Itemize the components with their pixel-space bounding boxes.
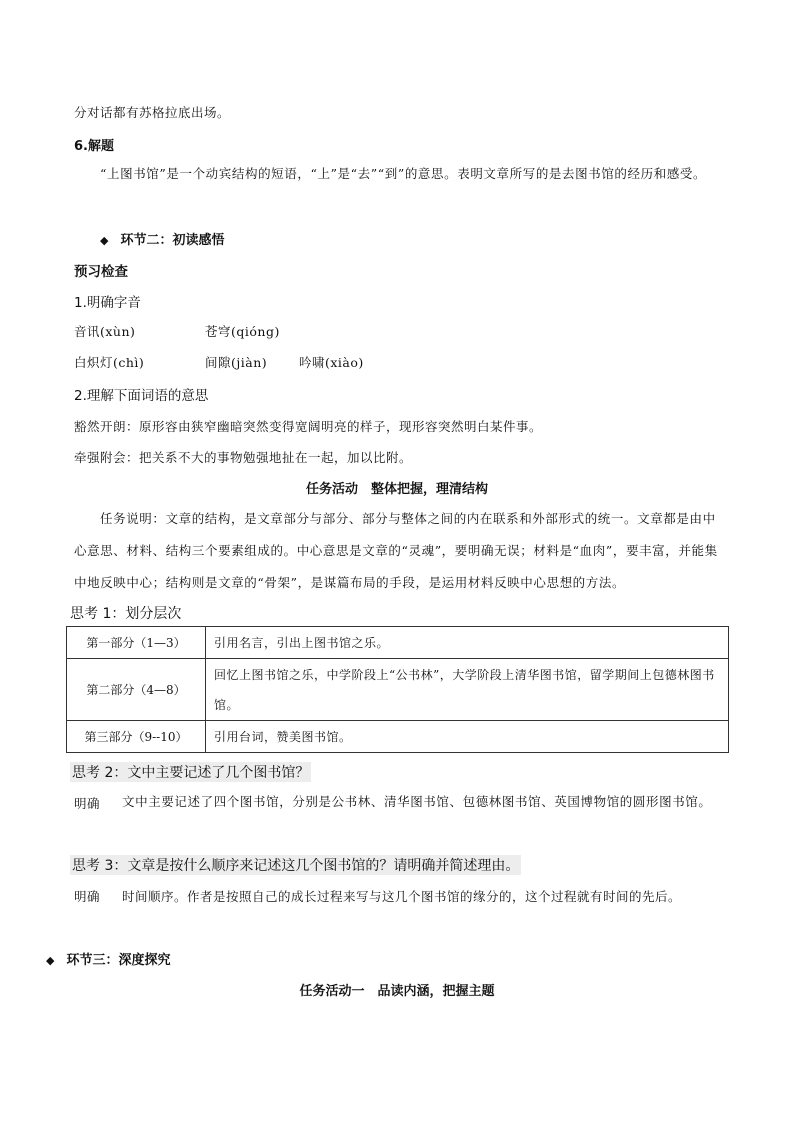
step2-heading: [100, 229, 224, 248]
pron-item: 苍穹(qióng): [205, 324, 280, 339]
task-description: 任务说明：文章的结构，是文章部分与部分、部分与整体之间的内在联系和外部形式的统一。文章都是由中心意思、材料、结构三个要素组成的。中心意思是文章的“灵魂”，要明确无误；材料是“血肉”，要丰富，并能集中地反映中心；结构则是文章的“骨架”，是谋篇布局的手段，是运用材料反映中心思想的方法。: [74, 511, 718, 590]
diamond-bullet-icon: ◆: [100, 234, 109, 247]
table-row: [67, 659, 729, 721]
think2-answer-label: 明确: [74, 796, 101, 811]
think3-answer: 时间顺序。作者是按照自己的成长过程来写与这几个图书馆的缘分的，这个过程就有时间的先后。: [122, 889, 682, 904]
step3-heading: [46, 949, 170, 968]
table-cell-content: 引用台词，赞美图书馆。: [206, 721, 729, 753]
table-row: [67, 721, 729, 753]
vocab-heading: 2.理解下面词语的意思: [74, 388, 209, 404]
task2-title: 任务活动一 品读内涵，把握主题: [299, 984, 495, 999]
step3-title: 环节三：深度探究: [66, 953, 171, 968]
think3-question: 思考 3：文章是按什么顺序来记述这几个图书馆的？请明确并简述理由。: [70, 855, 521, 875]
table-cell-part: 第二部分（4—8）: [67, 659, 206, 721]
diamond-bullet-icon: ◆: [46, 954, 55, 967]
layers-table: [66, 626, 729, 753]
pron-item: 吟啸(xiào): [299, 355, 364, 370]
think2-question: 思考 2：文中主要记述了几个图书馆？: [70, 762, 311, 782]
vocab-item: 牵强附会：把关系不大的事物勉强地扯在一起，加以比附。: [74, 450, 413, 465]
task-title: 任务活动 整体把握，理清结构: [305, 482, 488, 497]
pronunciation-heading: 1.明确字音: [74, 295, 141, 311]
intro-tail-text: 分对话都有苏格拉底出场。: [74, 105, 231, 120]
pron-item: 间隙(jiàn): [205, 355, 268, 370]
table-cell-content: 回忆上图书馆之乐，中学阶段上“公书林”，大学阶段上清华图书馆，留学期间上包德林图书馆。: [206, 659, 729, 721]
step2-title: 环节二：初读感悟: [120, 233, 225, 248]
section6-text: “上图书馆”是一个动宾结构的短语，“上”是“去”“到”的意思。表明文章所写的是去图书馆的经历和感受。: [100, 166, 707, 181]
pron-item: 白炽灯(chì): [74, 355, 145, 370]
think2-answer: 文中主要记述了四个图书馆，分别是公书林、清华图书馆、包德林图书馆、英国博物馆的圆形图书馆。: [122, 794, 712, 809]
preview-heading: 预习检查: [74, 264, 128, 280]
vocab-item: 豁然开朗：原形容由狭窄幽暗突然变得宽阔明亮的样子，现形容突然明白某件事。: [74, 419, 543, 434]
table-cell-part: 第三部分（9--10）: [67, 721, 206, 753]
table-cell-part: 第一部分（1—3）: [67, 627, 206, 659]
table-row: [67, 627, 729, 659]
section6-heading: 6.解题: [74, 139, 114, 154]
pron-item: 音讯(xùn): [74, 324, 136, 339]
think1-title: 思考 1：划分层次: [70, 606, 182, 622]
think3-answer-label: 明确: [74, 889, 101, 904]
table-cell-content: 引用名言，引出上图书馆之乐。: [206, 627, 729, 659]
